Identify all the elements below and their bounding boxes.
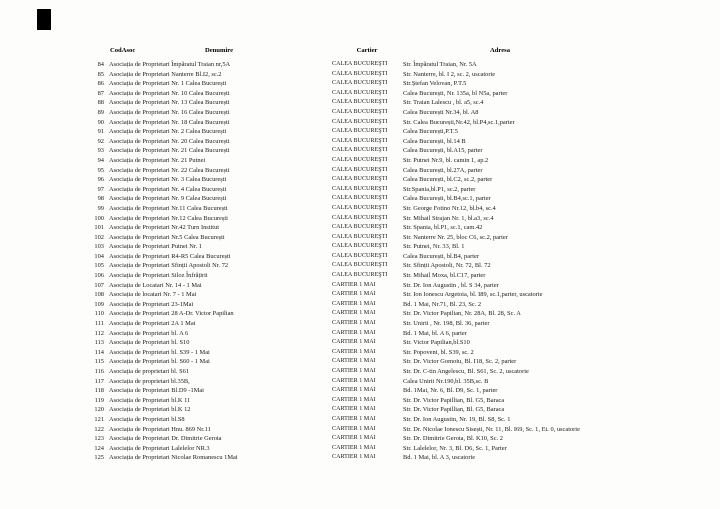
cartier-cell: CALEA BUCUREŞTI xyxy=(332,252,388,259)
denumire-cell: Asociația de Proprietari Nr.5 Calea București xyxy=(109,233,225,241)
cartier-cell: CARTIER 1 MAI xyxy=(332,348,376,355)
cartier-cell: CALEA BUCUREŞTI xyxy=(332,214,388,221)
adresa-cell: Str. Nanterre, bl. I 2, sc. 2, uscatorie xyxy=(403,70,496,78)
cartier-cell: CALEA BUCUREŞTI xyxy=(332,262,388,269)
table-row xyxy=(65,214,695,224)
table-row xyxy=(65,377,695,387)
codasoc-cell: 92 xyxy=(97,137,104,145)
codasoc-cell: 124 xyxy=(94,444,104,452)
adresa-cell: Str. Traian Lalescu , bl. a5, sc.4 xyxy=(403,99,484,107)
cartier-cell: CARTIER 1 MAI xyxy=(332,377,376,384)
adresa-cell: Bd. 1 Mai, bl. A 3, uscatorie xyxy=(403,454,476,462)
cartier-cell: CARTIER 1 MAI xyxy=(332,435,376,442)
adresa-cell: Str. Ion Ionescu Argetoia, bl. I89, sc.1,parter, uscatorie xyxy=(403,291,543,299)
table-row xyxy=(65,242,695,252)
cartier-cell: CALEA BUCUREŞTI xyxy=(332,137,388,144)
table-row xyxy=(65,166,695,176)
denumire-cell: Asociația de proprietari bl.35B, xyxy=(109,377,190,385)
denumire-cell: Asociația de Proprietari Dr. Dimitrie Gerota xyxy=(109,435,222,443)
adresa-cell: Str. Dr. Ion Augustin , bl. S 34, parter xyxy=(403,281,499,289)
denumire-cell: Asociația de Proprietari Sfinții Apostoli Nr. 72 xyxy=(109,262,229,270)
codasoc-cell: 96 xyxy=(97,176,104,184)
table-row xyxy=(65,415,695,425)
adresa-cell: Str.Spania,bl.P1, sc.2, parter xyxy=(403,185,476,193)
cartier-cell: CALEA BUCUREŞTI xyxy=(332,108,388,115)
denumire-cell: Asociația de Proprietari Nr. 2 Calea București xyxy=(109,128,227,136)
codasoc-cell: 117 xyxy=(94,377,104,385)
scan-corner-mark xyxy=(37,9,51,30)
denumire-cell: Asociația de Proprietari Nr. 9 Calea București xyxy=(109,195,227,203)
codasoc-cell: 104 xyxy=(94,252,104,260)
table-header xyxy=(65,40,695,60)
table-row xyxy=(65,185,695,195)
denumire-cell: Asociația de Proprietari bl. A 6 xyxy=(109,329,189,337)
table-row xyxy=(65,434,695,444)
adresa-cell: Str. Putnei Nr.9, bl. camin 1, ap.2 xyxy=(403,156,489,164)
table-row xyxy=(65,223,695,233)
denumire-cell: Asociația de Proprietari bl. S10 xyxy=(109,339,190,347)
associations-table xyxy=(65,40,695,463)
codasoc-cell: 102 xyxy=(94,233,104,241)
cartier-cell: CALEA BUCUREŞTI xyxy=(332,233,388,240)
cartier-cell: CALEA BUCUREŞTI xyxy=(332,156,388,163)
codasoc-cell: 118 xyxy=(94,387,104,395)
codasoc-cell: 113 xyxy=(94,339,104,347)
cartier-cell: CALEA BUCUREŞTI xyxy=(332,166,388,173)
table-row xyxy=(65,175,695,185)
codasoc-cell: 100 xyxy=(94,214,104,222)
table-row xyxy=(65,444,695,454)
cartier-cell: CARTIER 1 MAI xyxy=(332,320,376,327)
cartier-cell: CALEA BUCUREŞTI xyxy=(332,272,388,279)
codasoc-cell: 87 xyxy=(97,89,104,97)
table-row xyxy=(65,156,695,166)
table-row xyxy=(65,357,695,367)
denumire-cell: Asociația de Proprietari Nr. 3 Calea București xyxy=(109,176,227,184)
codasoc-cell: 125 xyxy=(94,454,104,462)
codasoc-cell: 88 xyxy=(97,99,104,107)
codasoc-cell: 94 xyxy=(97,156,104,164)
table-row xyxy=(65,70,695,80)
denumire-cell: Asociația de Proprietari bl.K 11 xyxy=(109,396,191,404)
adresa-cell: Str. Dr. Dimitrie Gerota, Bl. K10, Sc. 2 xyxy=(403,435,503,443)
denumire-cell: Asociația de Proprietari Nr.12 Calea București xyxy=(109,214,228,222)
codasoc-cell: 114 xyxy=(94,348,104,356)
cartier-cell: CALEA BUCUREŞTI xyxy=(332,204,388,211)
table-body xyxy=(65,60,695,463)
table-row xyxy=(65,329,695,339)
denumire-cell: Asociația de Proprietari 2A 1 Mai xyxy=(109,320,196,328)
table-row xyxy=(65,146,695,156)
adresa-cell: Calea București, Nr. 135a, bl N5a, parter xyxy=(403,89,508,97)
cartier-cell: CARTIER 1 MAI xyxy=(332,339,376,346)
adresa-cell: Str. George Fotino Nr.12, bl.b4, sc.4 xyxy=(403,204,496,212)
denumire-cell: Asociația de Proprietari Lalelelor NR.3 xyxy=(109,444,210,452)
cartier-cell: CALEA BUCUREŞTI xyxy=(332,61,388,67)
adresa-cell: Calea București,P.T.5 xyxy=(403,128,458,136)
cartier-cell: CARTIER 1 MAI xyxy=(332,387,376,394)
cartier-cell: CARTIER 1 MAI xyxy=(332,425,376,432)
denumire-cell: Asociația de proprietari bl. S61 xyxy=(109,368,190,375)
cartier-cell: CARTIER 1 MAI xyxy=(332,396,376,403)
denumire-cell: Asociația de Proprietari Nicolae Romanescu 1Mai xyxy=(109,454,238,462)
table-row xyxy=(65,89,695,99)
table-row xyxy=(65,127,695,137)
cartier-cell: CARTIER 1 MAI xyxy=(332,291,376,298)
codasoc-cell: 111 xyxy=(94,320,104,328)
cartier-cell: CALEA BUCUREŞTI xyxy=(332,243,388,250)
table-row xyxy=(65,319,695,329)
cartier-cell: CARTIER 1 MAI xyxy=(332,415,376,422)
cartier-cell: CALEA BUCUREŞTI xyxy=(332,89,388,96)
table-row xyxy=(65,300,695,310)
cartier-cell: CALEA BUCUREŞTI xyxy=(332,185,388,192)
table-row xyxy=(65,118,695,128)
codasoc-cell: 112 xyxy=(94,329,104,337)
adresa-cell: Str. Calea București,Nr.42, bl.P4,sc.1,parter xyxy=(403,118,515,126)
table-row xyxy=(65,348,695,358)
table-row xyxy=(65,338,695,348)
codasoc-cell: 99 xyxy=(97,204,104,212)
column-header-cartier: Cartier xyxy=(356,46,378,54)
denumire-cell: Asociația de Proprietari Nanterre Bl.I2, sc.2 xyxy=(109,70,222,78)
adresa-cell: Str. Dr. C-tin Angelescu, Bl. S61, Sc. 2, uscatorie xyxy=(403,368,529,375)
table-row xyxy=(65,271,695,281)
codasoc-cell: 85 xyxy=(97,70,104,78)
adresa-cell: Str.Ștefan Velovan, P.T.5 xyxy=(403,80,467,88)
codasoc-cell: 110 xyxy=(94,310,104,318)
table-row xyxy=(65,98,695,108)
denumire-cell: Asociația de Proprietari Nr. 21 Calea București xyxy=(109,147,230,155)
table-row xyxy=(65,309,695,319)
table-row xyxy=(65,386,695,396)
codasoc-cell: 91 xyxy=(97,128,104,136)
codasoc-cell: 107 xyxy=(94,281,104,289)
adresa-cell: Bd. 1 Mai, Nr.71, Bl. 23, Sc. 2 xyxy=(403,300,482,308)
codasoc-cell: 121 xyxy=(94,415,104,423)
adresa-cell: Str. Dr. Ion Augustin, Nr. 19, Bl. S8, Sc. 1 xyxy=(403,415,511,423)
codasoc-cell: 123 xyxy=(94,435,104,443)
cartier-cell: CARTIER 1 MAI xyxy=(332,329,376,336)
denumire-cell: Asociația de Proprietari Împăratul Traian nr,5A xyxy=(109,61,231,68)
cartier-cell: CALEA BUCUREŞTI xyxy=(332,70,388,77)
adresa-cell: Str. Putnei, Nr. 33, Bl. 1 xyxy=(403,243,465,251)
codasoc-cell: 89 xyxy=(97,108,104,116)
denumire-cell: Asociația de Proprietari Nr. 20 Calea București xyxy=(109,137,230,145)
table-row xyxy=(65,233,695,243)
denumire-cell: Asociația de Proprietari Putnei Nr. 1 xyxy=(109,243,202,251)
cartier-cell: CARTIER 1 MAI xyxy=(332,454,376,461)
denumire-cell: Asociația de Proprietari bl. S39 - 1 Mai xyxy=(109,348,210,356)
table-row xyxy=(65,204,695,214)
adresa-cell: Calea București Nr.34, bl. A8 xyxy=(403,108,479,116)
cartier-cell: CALEA BUCUREŞTI xyxy=(332,176,388,183)
adresa-cell: Calea București, bl.14 B xyxy=(403,137,466,145)
cartier-cell: CARTIER 1 MAI xyxy=(332,281,376,288)
table-row xyxy=(65,79,695,89)
codasoc-cell: 120 xyxy=(94,406,104,414)
denumire-cell: Asociația de Proprietari bl.S8 xyxy=(109,415,185,423)
cartier-cell: CARTIER 1 MAI xyxy=(332,300,376,307)
codasoc-cell: 103 xyxy=(94,243,104,251)
cartier-cell: CARTIER 1 MAI xyxy=(332,406,376,413)
adresa-cell: Str. Victor Papilian,bl.S10 xyxy=(403,339,470,347)
adresa-cell: Str. Mihail Moxa, bl.C17, parter xyxy=(403,272,486,280)
cartier-cell: CALEA BUCUREŞTI xyxy=(332,224,388,231)
cartier-cell: CALEA BUCUREŞTI xyxy=(332,128,388,135)
adresa-cell: Str. Unirii , Nr. 198, Bl. 36, parter xyxy=(403,320,490,328)
codasoc-cell: 108 xyxy=(94,291,104,299)
codasoc-cell: 93 xyxy=(97,147,104,155)
adresa-cell: Str. Dr. Nicolae Ionescu Sisești, Nr. 11, Bl. I69, Sc. 1, Et. 0, uscatorie xyxy=(403,425,580,433)
cartier-cell: CARTIER 1 MAI xyxy=(332,358,376,365)
table-row xyxy=(65,290,695,300)
denumire-cell: Asociația de Locatari Nr. 14 - 1 Mai xyxy=(109,281,202,289)
cartier-cell: CALEA BUCUREŞTI xyxy=(332,118,388,125)
cartier-cell: CALEA BUCUREŞTI xyxy=(332,99,388,106)
denumire-cell: Asociația de Proprietari Nr. 1 Calea București xyxy=(109,80,227,88)
denumire-cell: Asociația de Proprietari Nr.11 Calea București xyxy=(109,204,228,212)
denumire-cell: Asociația de Proprietari bl. S60 - 1 Mai xyxy=(109,358,210,366)
cartier-cell: CALEA BUCUREŞTI xyxy=(332,195,388,202)
adresa-cell: Str. Lalelelor, Nr. 3, Bl. D6, Sc. 1, Parter xyxy=(403,444,507,452)
table-row xyxy=(65,108,695,118)
header-row xyxy=(65,40,695,60)
column-header-denumire: Denumire xyxy=(204,46,234,54)
table-row xyxy=(65,60,695,70)
adresa-cell: Calea București, bl.27A, parter xyxy=(403,166,483,174)
adresa-cell: Bd. 1 Mai, bl. A 6, parter xyxy=(403,329,467,337)
table-row xyxy=(65,194,695,204)
cartier-cell: CARTIER 1 MAI xyxy=(332,444,376,451)
adresa-cell: Str. Împăratul Traian, Nr. 5A xyxy=(403,61,477,68)
denumire-cell: Asociația de Proprietari Siloz Înfrățirii xyxy=(109,272,208,280)
adresa-cell: Bd. 1Mai, Nr. 6, Bl. D9, Sc. 1, parter xyxy=(403,387,498,395)
denumire-cell: Asociația de Proprietari Bl.D9 -1Mai xyxy=(109,387,204,395)
codasoc-cell: 97 xyxy=(97,185,104,193)
denumire-cell: Asociația de Proprietari Nr. 13 Calea București xyxy=(109,99,230,107)
adresa-cell: Str. Dr. Victor Papilian, Nr. 28A, Bl. 28, Sc. A xyxy=(403,310,521,318)
adresa-cell: Str. Popoveni, bl. S39, sc. 2 xyxy=(403,348,474,356)
adresa-cell: Calea Unirii Nr.190,bl. 35B,sc. B xyxy=(403,377,489,385)
codasoc-cell: 119 xyxy=(94,396,104,404)
codasoc-cell: 122 xyxy=(94,425,104,433)
denumire-cell: Asociația de Proprietari Nr. 4 Calea București xyxy=(109,185,227,193)
denumire-cell: Asociația de Proprietari bl.K 12 xyxy=(109,406,191,414)
codasoc-cell: 84 xyxy=(97,61,104,68)
denumire-cell: Asociația de Proprietari R4-R5 Calea București xyxy=(109,252,231,260)
adresa-cell: Calea București, bl.B4,sc.1, parter xyxy=(403,195,491,203)
table-row xyxy=(65,261,695,271)
codasoc-cell: 86 xyxy=(97,80,104,88)
codasoc-cell: 106 xyxy=(94,272,104,280)
denumire-cell: Asociația de Proprietari 23-1Mai xyxy=(109,300,194,308)
denumire-cell: Asociația de Proprietari Nr. 18 Calea București xyxy=(109,118,230,126)
adresa-cell: Str. Nanterre Nr. 25, bloc C6, sc.2, parter xyxy=(403,233,508,241)
denumire-cell: Asociația de Proprietari Nr. 10 Calea București xyxy=(109,89,230,97)
adresa-cell: Str. Spania, bl.P1, sc.1, cam.42 xyxy=(403,224,483,232)
codasoc-cell: 95 xyxy=(97,166,104,174)
codasoc-cell: 115 xyxy=(94,358,104,366)
table-row xyxy=(65,137,695,147)
table-row xyxy=(65,367,695,377)
table-row xyxy=(65,396,695,406)
cartier-cell: CALEA BUCUREŞTI xyxy=(332,80,388,87)
denumire-cell: Asociația de locatari Nr. 7 - 1 Mai xyxy=(109,291,197,299)
codasoc-cell: 105 xyxy=(94,262,104,270)
adresa-cell: Calea București, bl.C2, sc.2, parter xyxy=(403,176,493,184)
adresa-cell: Str. Dr. Victor Papillian, Bl. G5, Baraca xyxy=(403,396,505,404)
cartier-cell: CARTIER 1 MAI xyxy=(332,368,376,374)
adresa-cell: Calea București, bl.A15, parter xyxy=(403,147,483,155)
adresa-cell: Calea București, bl.B4, parter xyxy=(403,252,479,260)
table-row xyxy=(65,425,695,435)
adresa-cell: Str. Mihail Strajan Nr. 1, bl.a3, sc.4 xyxy=(403,214,494,222)
denumire-cell: Asociația de Proprietari Nr.42 Turn Institut xyxy=(109,224,220,232)
table-row xyxy=(65,405,695,415)
cartier-cell: CARTIER 1 MAI xyxy=(332,310,376,317)
denumire-cell: Asociația de Proprietari Hnu. 869 Nr.11 xyxy=(109,425,211,433)
adresa-cell: Str. Dr. Victor Papillian, Bl. G5, Baraca xyxy=(403,406,505,414)
cartier-cell: CALEA BUCUREŞTI xyxy=(332,147,388,154)
adresa-cell: Str. Sfinții Apostoli, Nr. 72, Bl. 72 xyxy=(403,262,491,270)
codasoc-cell: 98 xyxy=(97,195,104,203)
adresa-cell: Str. Dr. Victor Gomoiu, Bl. I18, Sc. 2, parter xyxy=(403,358,517,366)
denumire-cell: Asociația de Proprietari Nr. 22 Calea București xyxy=(109,166,230,174)
column-header-adresa: Adresa xyxy=(490,46,511,54)
codasoc-cell: 109 xyxy=(94,300,104,308)
denumire-cell: Asociația de Proprietari 28 A-Dr. Victor Papilian xyxy=(109,310,234,318)
table-row xyxy=(65,252,695,262)
codasoc-cell: 90 xyxy=(97,118,104,126)
column-header-codasoc: CodAsoc xyxy=(110,46,136,54)
table-row xyxy=(65,453,695,463)
codasoc-cell: 101 xyxy=(94,224,104,232)
table-row xyxy=(65,281,695,291)
codasoc-cell: 116 xyxy=(94,368,104,375)
denumire-cell: Asociația de Proprietari Nr. 21 Putnei xyxy=(109,156,206,164)
denumire-cell: Asociația de Proprietari Nr. 16 Calea București xyxy=(109,108,230,116)
